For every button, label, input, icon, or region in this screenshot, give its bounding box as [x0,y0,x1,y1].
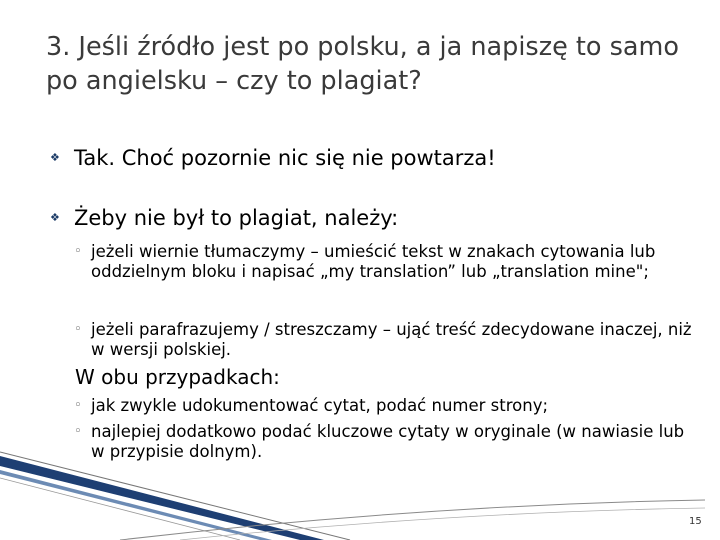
sub-item-text: najlepiej dodatkowo podać kluczowe cytaty w oryginale (w nawiasie lub w przypisie dolnym). [91,422,685,461]
diamond-bullet-icon: ❖ [50,211,60,224]
hollow-circle-icon: ◦ [74,244,82,259]
sub-item-text: jak zwykle udokumentować cytat, podać numer strony; [91,396,549,415]
sub-list-item [74,242,694,281]
hollow-circle-icon: ◦ [74,398,82,413]
hollow-circle-icon: ◦ [74,322,82,337]
section-subheading: W obu przypadkach: [75,365,280,389]
sub-item-text: jeżeli wiernie tłumaczymy – umieścić tekst w znakach cytowania lub oddzielnym bloku i napisać „my translation” lub „translation mine"; [91,242,656,281]
bullet-text: Tak. Choć pozornie nic się nie powtarza! [74,146,496,170]
bullet-text: Żeby nie był to plagiat, należy: [74,206,399,230]
sub-item-text: jeżeli parafrazujemy / streszczamy – ująć treść zdecydowane inaczej, niż w wersji polskiej. [91,320,692,359]
sub-list-item [74,396,694,416]
page-number: 15 [689,516,702,527]
slide-title: 3. Jeśli źródło jest po polsku, a ja napiszę to samo po angielsku – czy to plagiat? [46,32,679,96]
sub-list-item [74,422,694,461]
hollow-circle-icon: ◦ [74,424,82,439]
diamond-bullet-icon: ❖ [50,151,60,164]
sub-list-item [74,320,694,359]
